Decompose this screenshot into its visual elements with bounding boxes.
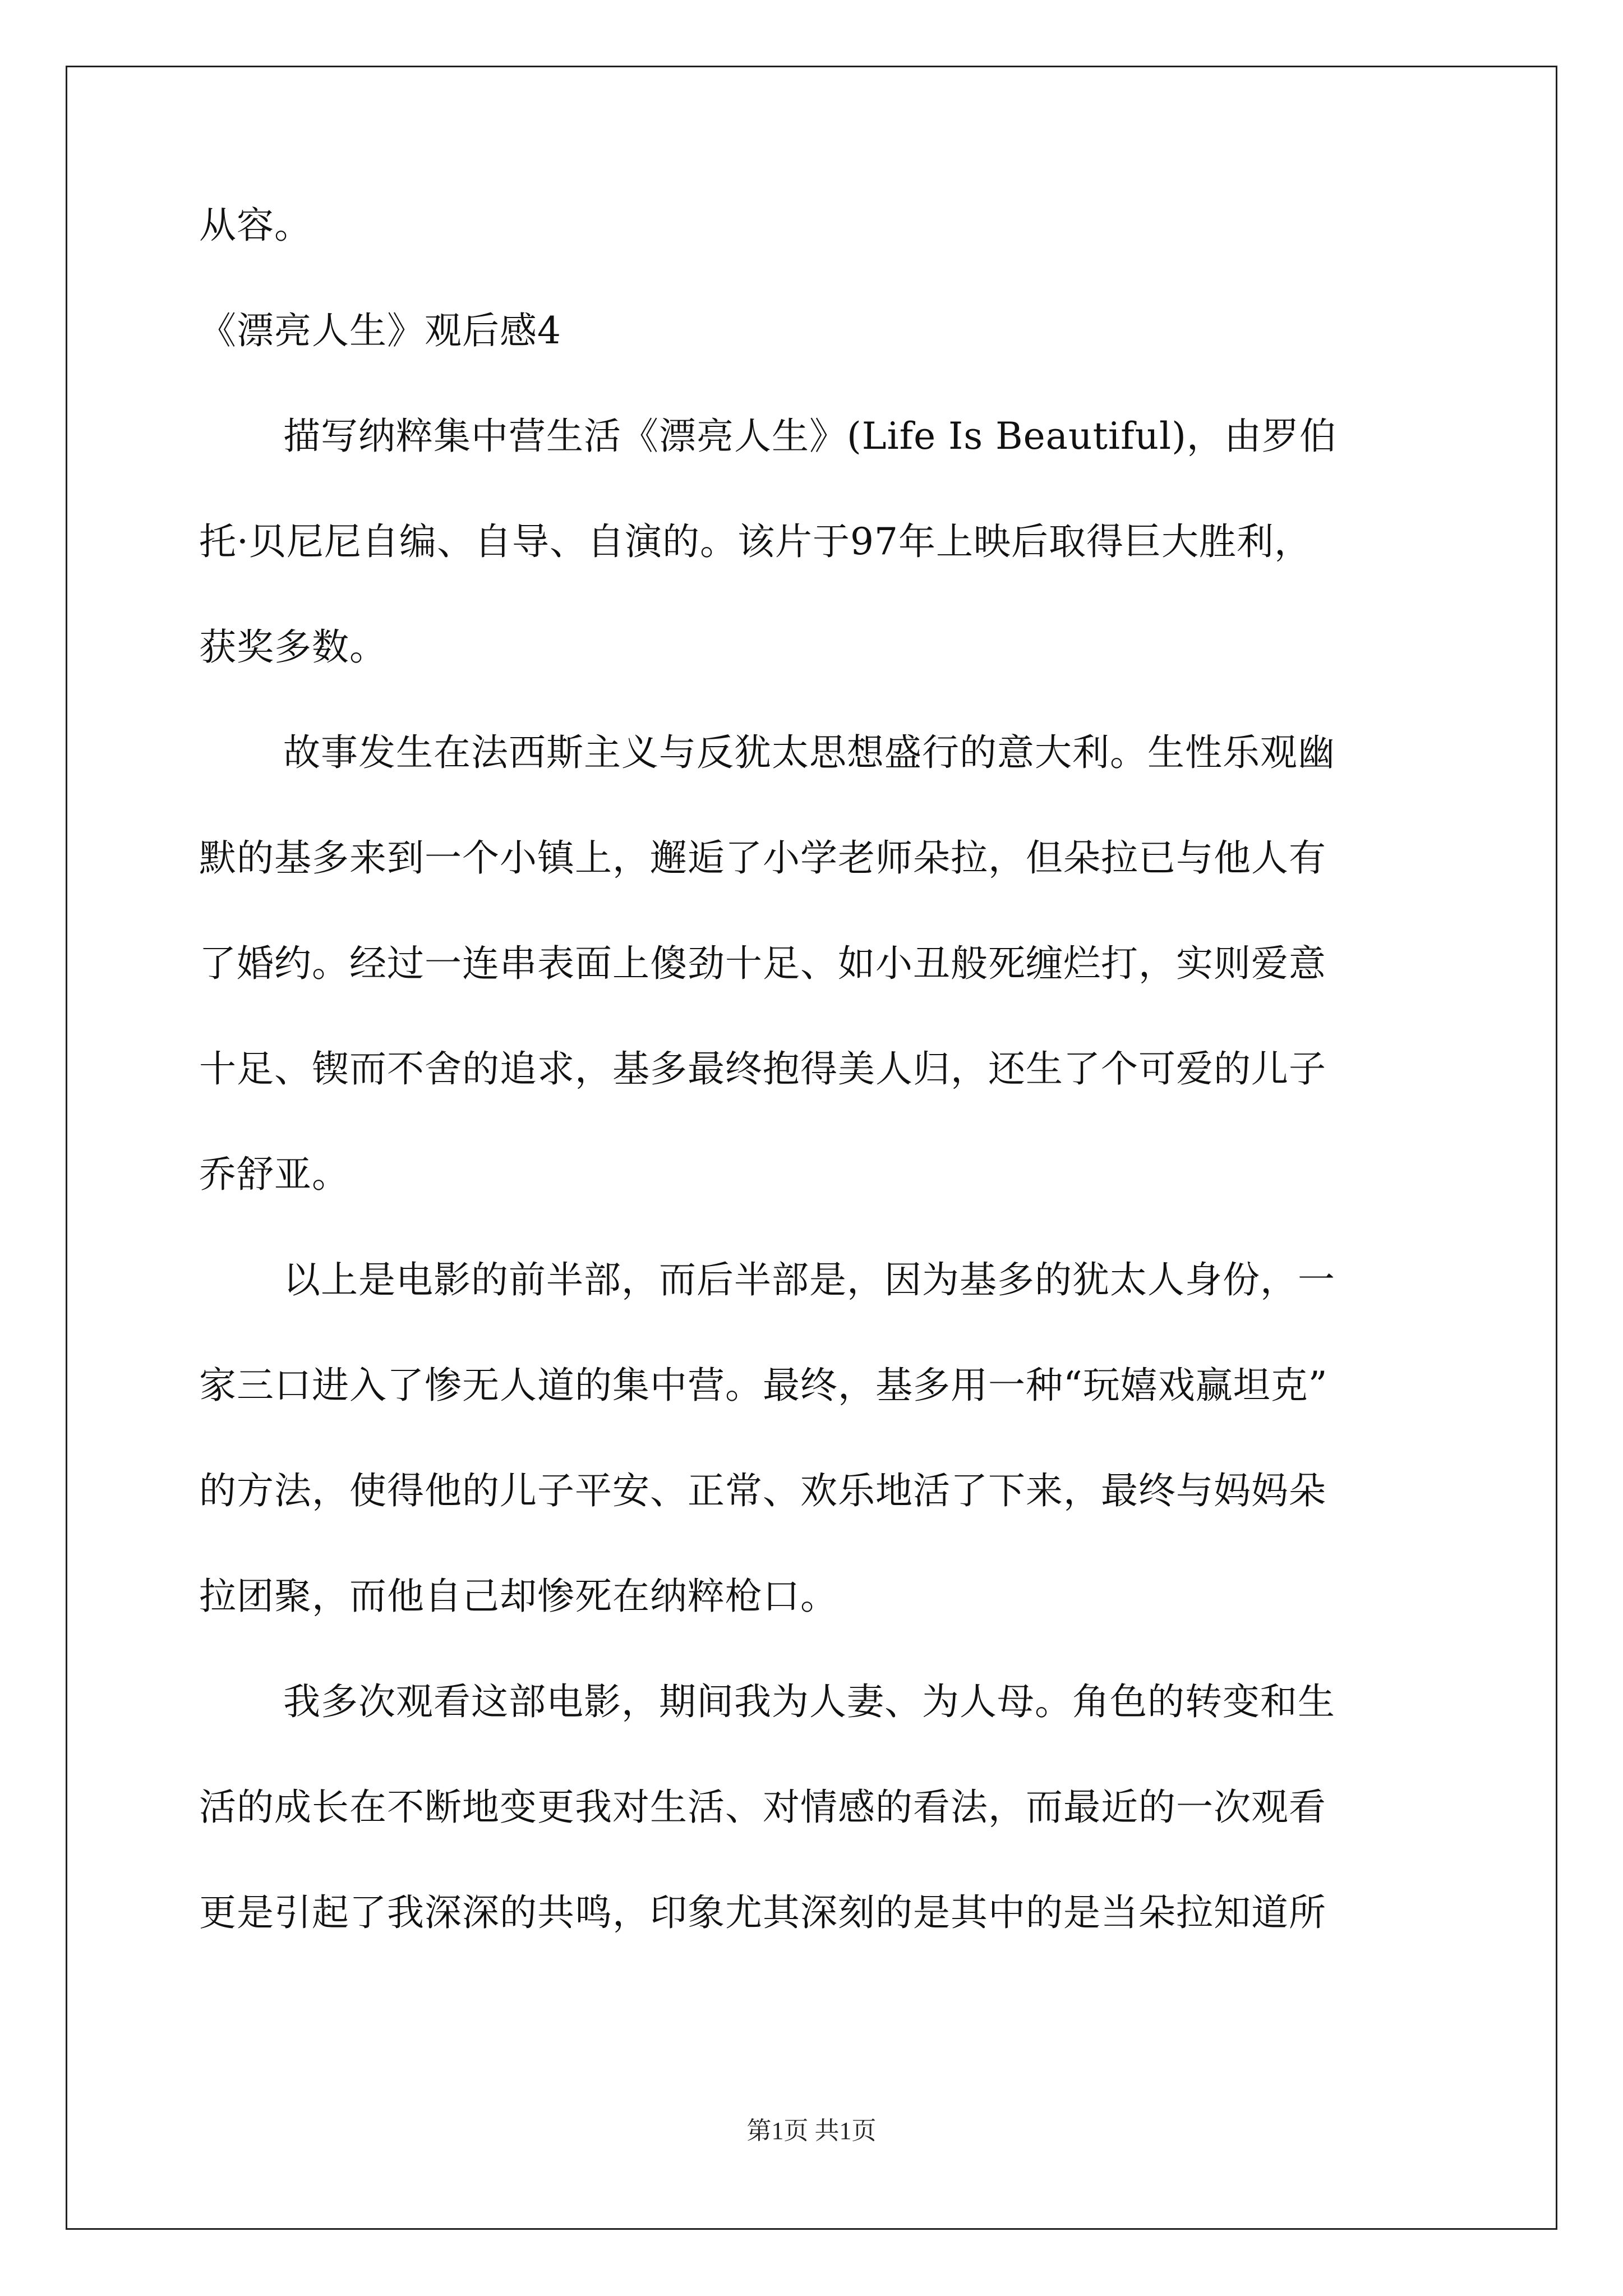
text-line: 活的成长在不断地变更我对生活、对情感的看法，而最近的一次观看 — [199, 1786, 1326, 1829]
text-line: 以上是电影的前半部，而后半部是，因为基多的犹太人身份，一 — [283, 1258, 1335, 1301]
text-line: 家三口进入了惨无人道的集中营。最终，基多用一种“玩嬉戏赢坦克” — [199, 1364, 1328, 1407]
section-heading: 《漂亮人生》观后感4 — [199, 309, 561, 352]
page-number-footer: 第1页 共1页 — [746, 2117, 877, 2145]
document-body — [199, 199, 1433, 1939]
text-line: 乔舒亚。 — [199, 1153, 349, 1196]
text-line: 了婚约。经过一连串表面上傻劲十足、如小丑般死缠烂打，实则爱意 — [199, 942, 1326, 985]
text-line: 的方法，使得他的儿子平安、正常、欢乐地活了下来，最终与妈妈朵 — [199, 1469, 1326, 1512]
text-line: 默的基多来到一个小镇上，邂逅了小学老师朵拉，但朵拉已与他人有 — [199, 836, 1326, 880]
text-line: 十足、锲而不舍的追求，基多最终抱得美人归，还生了个可爱的儿子 — [199, 1047, 1326, 1091]
text-line: 我多次观看这部电影，期间我为人妻、为人母。角色的转变和生 — [283, 1680, 1335, 1723]
text-line: 故事发生在法西斯主义与反犹太思想盛行的意大利。生性乐观幽 — [283, 731, 1335, 774]
text-line: 拉团聚，而他自己却惨死在纳粹枪口。 — [199, 1575, 838, 1618]
text-line: 托·贝尼尼自编、自导、自演的。该片于97年上映后取得巨大胜利， — [199, 520, 1312, 563]
text-line: 描写纳粹集中营生活《漂亮人生》(Life Is Beautiful)，由罗伯 — [283, 415, 1337, 458]
text-line: 获奖多数。 — [199, 625, 387, 669]
text-line: 从容。 — [199, 204, 312, 247]
text-line: 更是引起了我深深的共鸣，印象尤其深刻的是其中的是当朵拉知道所 — [199, 1891, 1326, 1934]
